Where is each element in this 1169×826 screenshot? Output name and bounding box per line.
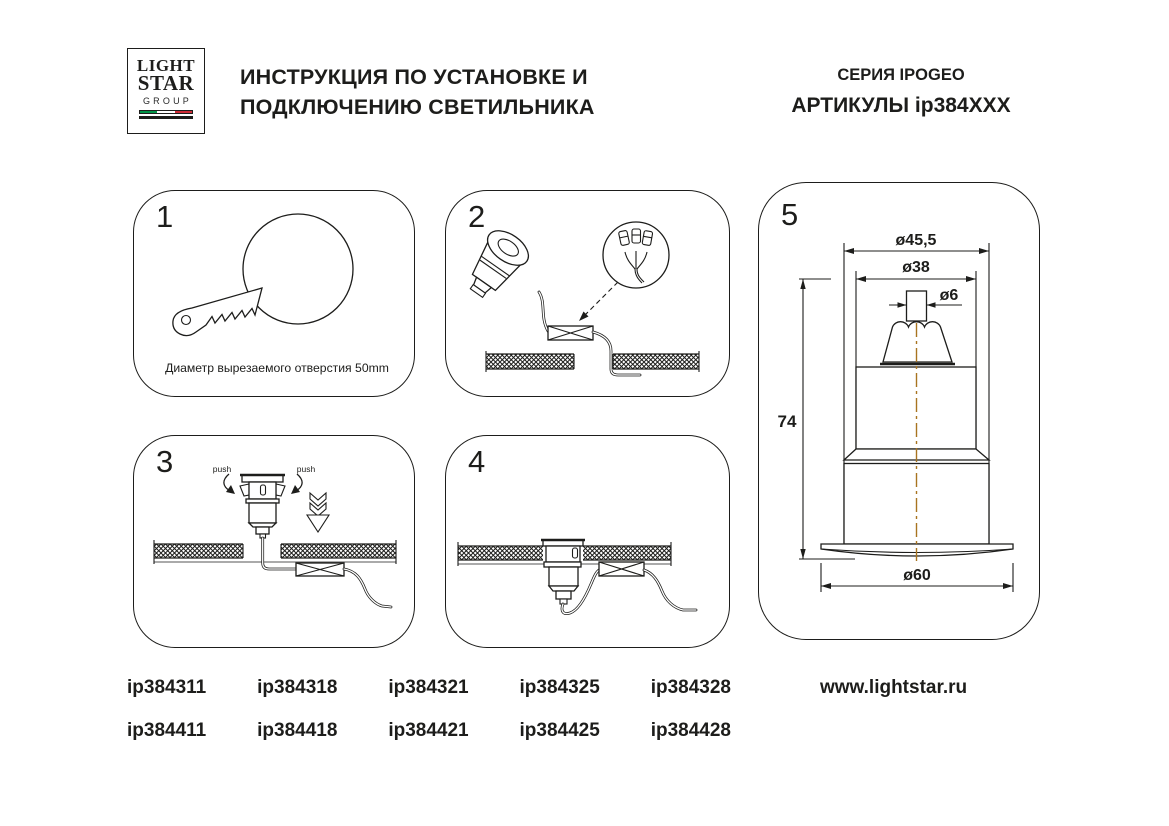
step-1-number: 1 [156,199,174,234]
connector-detail-circle [603,222,669,288]
dimension-drawing [759,183,1041,641]
series-label: СЕРИЯ IPOGEO [837,66,965,84]
junction-box [599,562,644,576]
article-number: ip384421 [388,720,469,741]
logo-underline [139,116,193,119]
mounting-surface [154,540,396,564]
title-line-1: ИНСТРУКЦИЯ ПО УСТАНОВКЕ И [240,65,588,89]
push-label-left: push [212,464,232,474]
push-arrow-left-icon [224,474,235,494]
luminaire [458,224,535,306]
junction-box [548,326,593,340]
luminaire [240,475,285,538]
article-number: ip384318 [257,677,338,698]
step-5-number: 5 [781,197,799,232]
title-line-2: ПОДКЛЮЧЕНИЮ СВЕТИЛЬНИКА [240,95,595,119]
flag-white [157,111,174,113]
pointer-arrow-icon [579,282,618,321]
articles-label: АРТИКУЛЫ ip384XXX [791,94,1011,117]
svg-text:ø60: ø60 [903,567,931,584]
article-number: ip384425 [519,720,600,741]
step-1-panel [133,190,415,397]
article-number: ip384411 [127,720,207,741]
dim-outer-diameter [844,232,989,254]
article-number: ip384418 [257,720,338,741]
step-2-number: 2 [468,199,486,234]
svg-text:74: 74 [777,412,797,431]
logo-text-star: STAR [137,71,195,95]
italian-flag-icon [139,110,193,114]
svg-text:ø6: ø6 [939,287,959,304]
article-number: ip384328 [650,677,731,698]
cut-hole-illustration [134,191,416,398]
installed-illustration [446,436,731,649]
flag-red [175,111,192,113]
step-4-panel [445,435,730,648]
dim-base-diameter [821,563,1013,592]
series-block [770,66,1032,118]
dim-mid-diameter [856,259,976,282]
svg-text:ø38: ø38 [902,259,930,276]
article-numbers-row-1 [127,677,731,699]
step-4-number: 4 [468,444,486,479]
svg-text:ø45,5: ø45,5 [895,232,937,249]
cable [539,292,548,331]
saw-icon [173,288,262,336]
lightstar-logo [127,48,205,134]
article-number: ip384321 [388,677,469,698]
luminaire [541,540,585,604]
cable-tail [344,569,391,607]
wiring-illustration [446,191,731,398]
press-down-arrow-icon [307,493,329,532]
push-arrow-right-icon [291,474,302,494]
step-5-panel [758,182,1040,640]
mounting-surface [486,351,699,372]
push-label-right: push [296,464,316,474]
logo-text-group: GROUP [142,96,192,106]
cable-tail [644,570,696,610]
hole-diameter-caption: Диаметр вырезаемого отверстия 50mm [165,361,389,375]
step-3-number: 3 [156,444,174,479]
flag-green [140,111,157,113]
article-number: ip384325 [519,677,600,698]
logo-text-light: LIGHT [136,56,196,75]
article-numbers-row-2 [127,720,731,742]
article-number: ip384428 [650,720,731,741]
page-title [240,62,595,122]
website-link: www.lightstar.ru [820,677,968,698]
junction-box [296,563,344,576]
push-install-illustration [134,436,416,649]
hole-circle [243,214,353,324]
step-3-panel [133,435,415,648]
article-number: ip384311 [127,677,207,698]
step-2-panel [445,190,730,397]
